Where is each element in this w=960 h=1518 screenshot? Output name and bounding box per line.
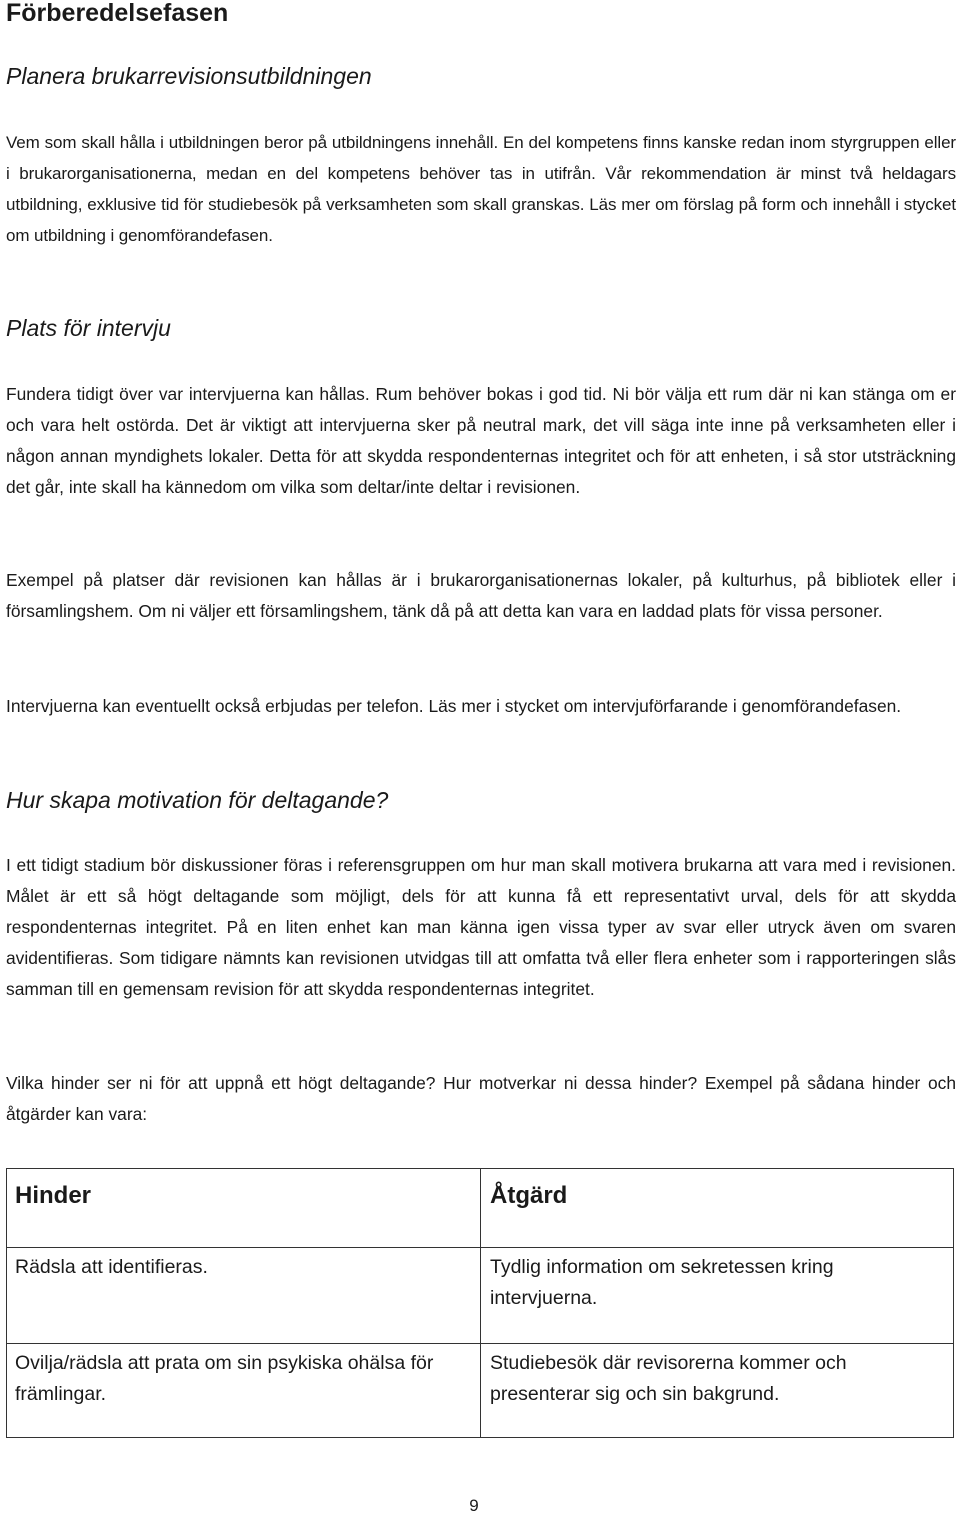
table-cell-atgard-2: Studiebesök där revisorerna kommer och presenterar sig och sin bakgrund. [490, 1352, 847, 1405]
paragraph-motivation-2: Vilka hinder ser ni för att uppnå ett högt deltagande? Hur motverkar ni dessa hinder? Exempel på sådana hinder och åtgärder kan vara: [6, 1073, 956, 1124]
paragraph-utbildning: Vem som skall hålla i utbildningen beror på utbildningens innehåll. En del kompetens finns kanske redan inom styrgruppen eller i brukarorganisationerna, medan en del kompetens behöver tas in utifrån. Vår rekommendation är minst två heldagars utbildning, exklusive tid för studiebesök på verksamheten som skall granskas. Läs mer om förslag på form och innehåll i stycket om utbildning i genomförandefasen. [6, 133, 956, 245]
table-row-divider [7, 1343, 953, 1344]
section-title: Förberedelsefasen [6, 0, 229, 27]
heading-plats-for-intervju: Plats för intervju [6, 315, 171, 341]
table-header-hinder: Hinder [15, 1182, 92, 1209]
hinder-atgard-table [6, 1168, 954, 1438]
heading-planera-utbildning: Planera brukarrevisionsutbildningen [6, 63, 372, 89]
table-row-divider [7, 1247, 953, 1248]
table-cell-atgard-1: Tydlig information om sekretessen kring intervjuerna. [490, 1256, 834, 1309]
table-cell-hinder-2: Ovilja/rädsla att prata om sin psykiska ohälsa för främlingar. [15, 1352, 434, 1405]
table-header-atgard: Åtgärd [490, 1182, 568, 1209]
heading-motivation: Hur skapa motivation för deltagande? [6, 787, 389, 813]
paragraph-plats-2: Exempel på platser där revisionen kan hållas är i brukarorganisationernas lokaler, på kulturhus, på bibliotek eller i församlingshem. Om ni väljer ett församlingshem, tänk då på att detta kan vara en laddad plats för vissa personer. [6, 570, 956, 621]
paragraph-motivation-1: I ett tidigt stadium bör diskussioner föras i referensgruppen om hur man skall motivera brukarna att vara med i revisionen. Målet är ett så högt deltagande som möjligt, dels för att kunna få ett representativt urval, dels för att skydda respondenternas integritet. På en liten enhet kan man känna igen vissa typer av svar eller utryck även om svaren avidentifieras. Som tidigare nämnts kan revisionen utvidgas till att omfatta två eller flera enheter som i rapporteringen slås samman till en gemensam revision för att skydda respondenternas integritet. [6, 855, 956, 999]
page-number: 9 [469, 1496, 479, 1515]
paragraph-plats-3: Intervjuerna kan eventuellt också erbjudas per telefon. Läs mer i stycket om intervjuförfarande i genomförandefasen. [6, 696, 902, 716]
paragraph-plats-1: Fundera tidigt över var intervjuerna kan hållas. Rum behöver bokas i god tid. Ni bör välja ett rum där ni kan stänga om er och vara helt ostörda. Det är viktigt att intervjuerna sker på neutral mark, det vill säga inte inne på verksamheten eller i någon annan myndighets lokaler. Detta för att skydda respondenternas integritet och för att enheten, i så stor utsträckning det går, inte skall ha kännedom om vilka som deltar/inte deltar i revisionen. [6, 384, 956, 497]
table-column-divider [480, 1169, 481, 1437]
table-cell-hinder-1: Rädsla att identifieras. [15, 1256, 208, 1278]
